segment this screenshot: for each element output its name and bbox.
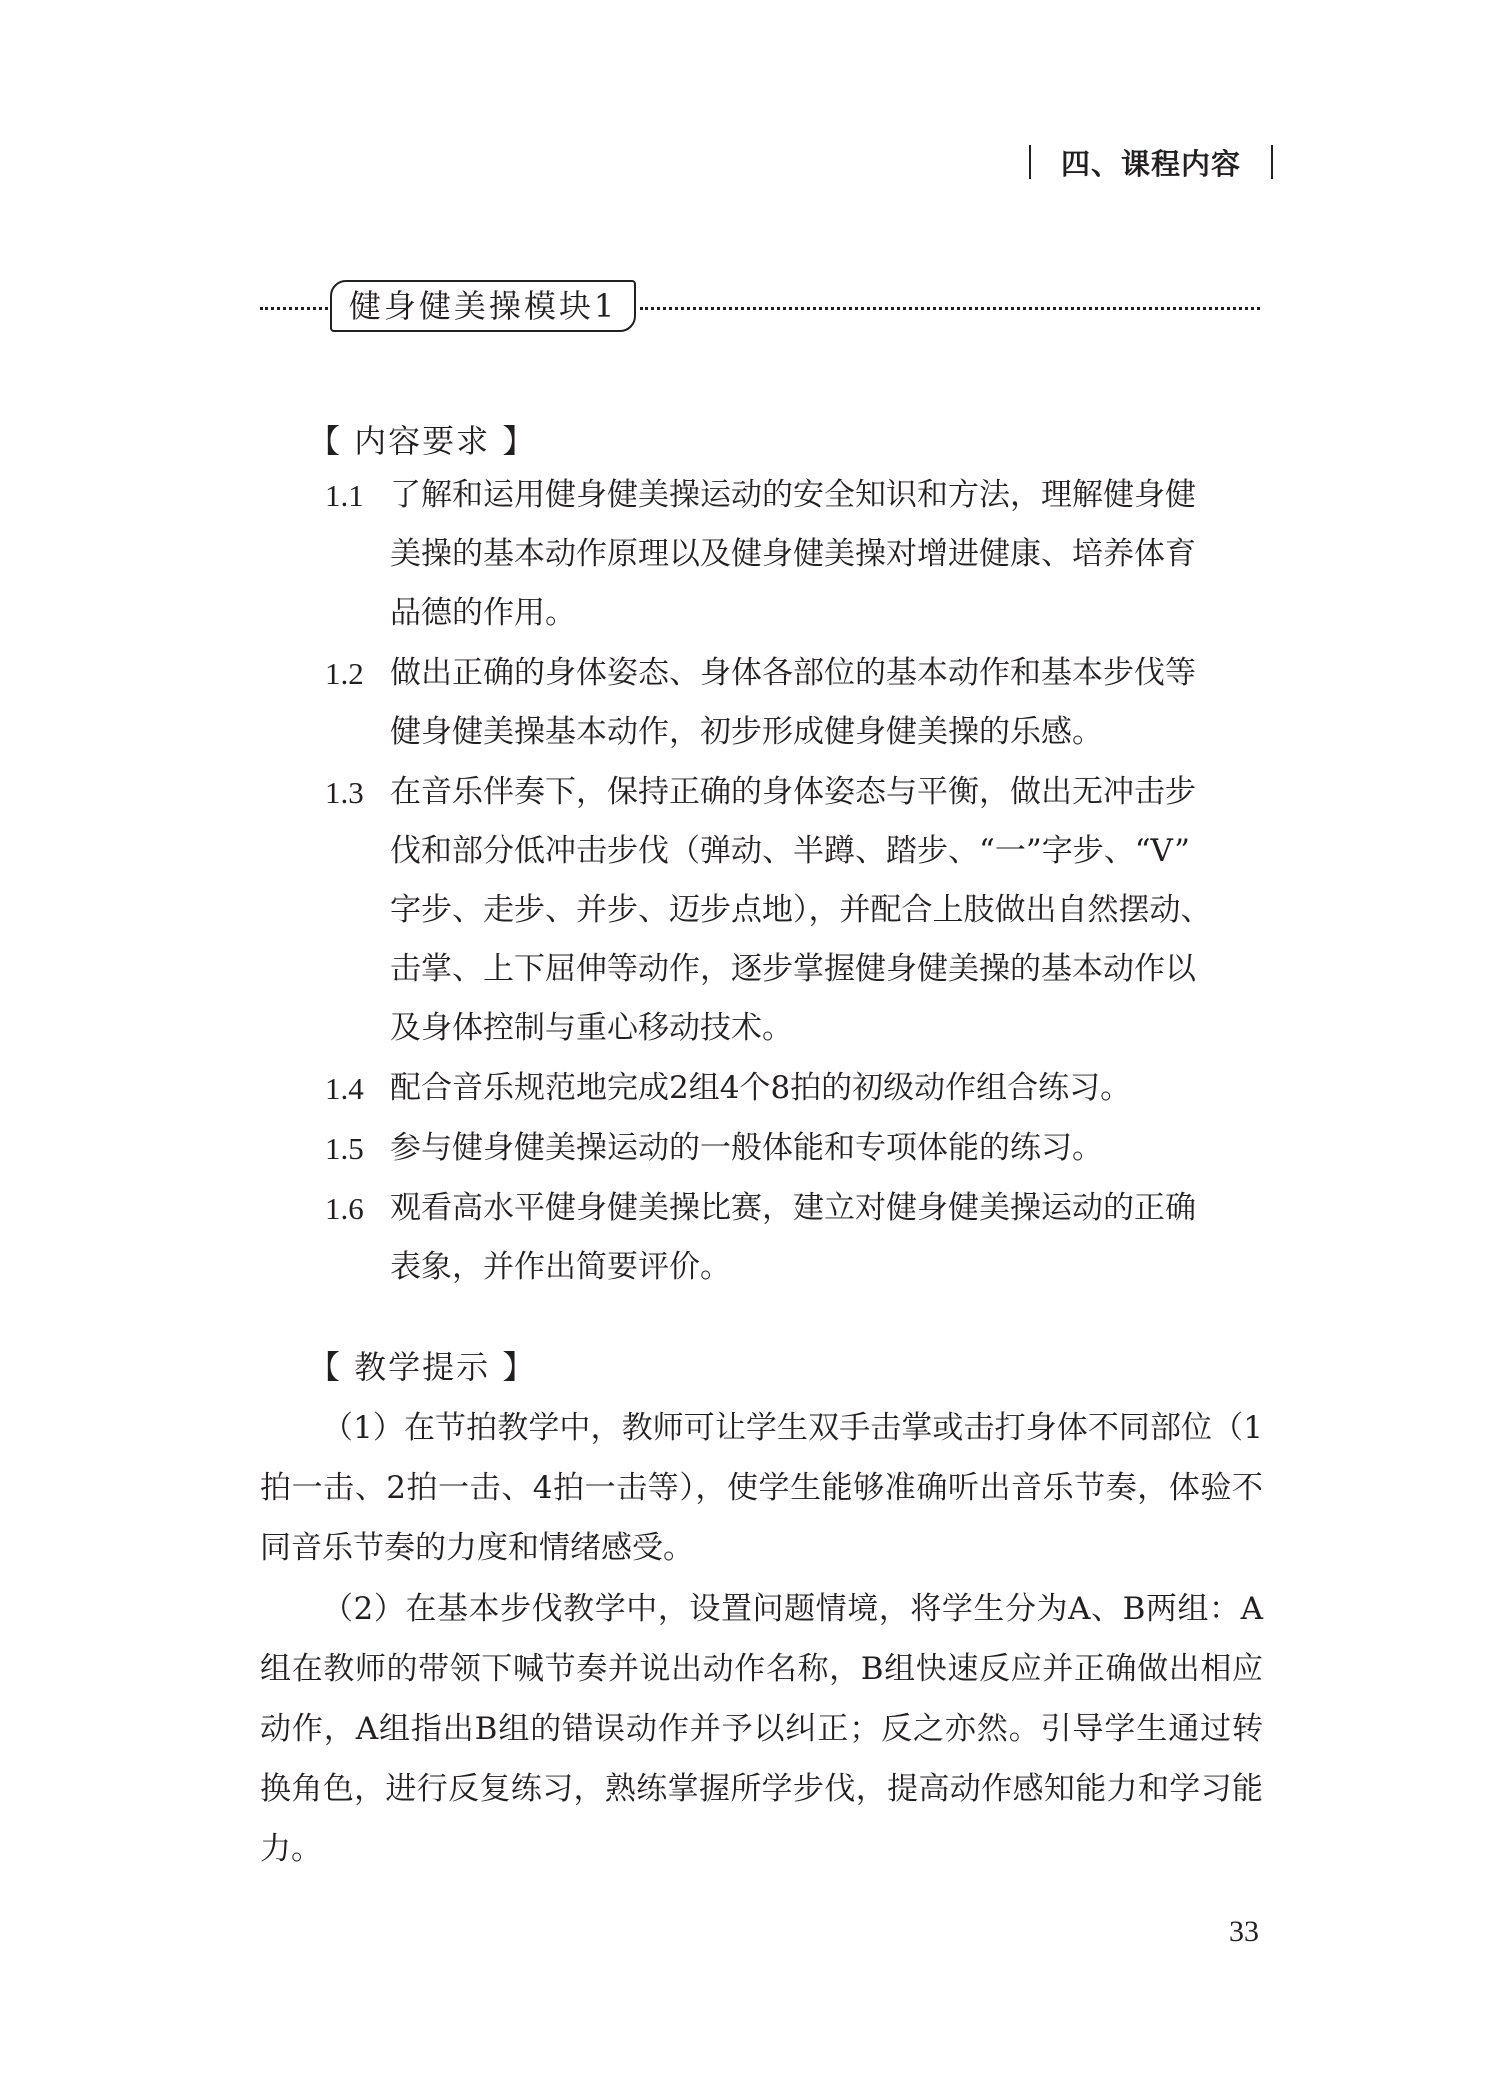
requirement-item <box>325 1059 1265 1118</box>
requirement-text: 在音乐伴奏下，保持正确的身体姿态与平衡，做出无冲击步 伐和部分低冲击步伐（弹动、半蹲、踏步、“一”字步、“V” 字步、走步、并步、迈步点地），并配合上肢做出自然摆动、 击掌、上下屈伸等动作，逐步掌握健身健美操的基本动作以 及身体控制与重心移动技术。 <box>390 774 1212 1046</box>
requirement-item <box>325 1179 1265 1297</box>
running-head-left-rule <box>1029 145 1031 179</box>
teaching-tip-paragraph: （2）在基本步伐教学中，设置问题情境，将学生分为A、B两组：A组在教师的带领下喊节奏并说出动作名称，B组快速反应并正确做出相应动作，A组指出B组的错误动作并予以纠正；反之亦然。引导学生通过转换角色，进行反复练习，熟练掌握所学步伐，提高动作感知能力和学习能力。 <box>260 1591 1264 1867</box>
dotted-rule-right <box>640 307 1260 310</box>
running-head-right-rule <box>1271 145 1273 179</box>
module-title: 健身健美操模块1 <box>330 280 636 332</box>
requirement-text: 了解和运用健身健美操运动的安全知识和方法，理解健身健 美操的基本动作原理以及健身健美操对增进健康、培养体育 品德的作用。 <box>390 477 1196 631</box>
requirement-text: 配合音乐规范地完成2组4个8拍的初级动作组合练习。 <box>390 1070 1132 1106</box>
requirement-item <box>325 466 1265 643</box>
requirement-number: 1.3 <box>325 775 364 810</box>
requirement-number: 1.2 <box>325 656 364 691</box>
requirement-item <box>325 1119 1265 1178</box>
dotted-rule-left <box>260 307 328 310</box>
page-number: 33 <box>1229 1915 1259 1948</box>
teaching-tips-body <box>260 1398 1263 1880</box>
requirement-number: 1.1 <box>325 478 364 513</box>
teaching-tips-heading: 【 教学提示 】 <box>308 1348 537 1386</box>
requirement-item <box>325 763 1265 1058</box>
teaching-tip-paragraph: （1）在节拍教学中，教师可让学生双手击掌或击打身体不同部位（1拍一击、2拍一击、4拍一击等），使学生能够准确听出音乐节奏，体验不同音乐节奏的力度和情绪感受。 <box>260 1410 1264 1566</box>
running-head <box>1029 138 1273 186</box>
requirement-text: 参与健身健美操运动的一般体能和专项体能的练习。 <box>390 1130 1103 1166</box>
requirement-number: 1.5 <box>325 1131 364 1166</box>
requirements-list <box>325 466 1265 1298</box>
requirement-number: 1.6 <box>325 1191 364 1226</box>
requirement-item <box>325 644 1265 762</box>
requirement-text: 观看高水平健身健美操比赛，建立对健身健美操运动的正确 表象，并作出简要评价。 <box>390 1190 1196 1285</box>
requirement-number: 1.4 <box>325 1071 364 1106</box>
running-head-text: 四、课程内容 <box>1060 146 1241 181</box>
module-banner <box>260 280 1260 336</box>
requirement-text: 做出正确的身体姿态、身体各部位的基本动作和基本步伐等 健身健美操基本动作，初步形成健身健美操的乐感。 <box>390 655 1196 750</box>
content-requirements-heading: 【 内容要求 】 <box>308 422 537 460</box>
